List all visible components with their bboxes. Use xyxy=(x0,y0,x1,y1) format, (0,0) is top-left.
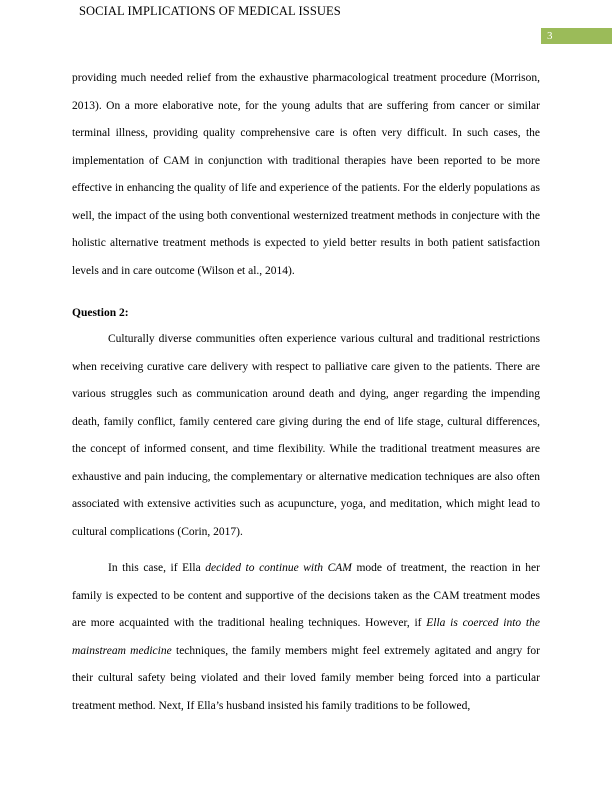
paragraph-1 xyxy=(72,65,540,285)
paragraph-2 xyxy=(72,326,540,546)
question-heading: Question 2: xyxy=(72,307,129,319)
running-head: SOCIAL IMPLICATIONS OF MEDICAL ISSUES xyxy=(79,4,341,18)
para3-segment-5: techniques, the family members might feel extremely agitated and angry for their cultural safety being violated and their loved family member being forced into a particular treatment method. Next, If Ella’s husband insisted his family traditions to be followed, xyxy=(72,644,540,712)
paragraph-3-text xyxy=(72,555,540,720)
page-number-badge: 3 xyxy=(541,28,612,44)
paragraph-1-text: providing much needed relief from the exhaustive pharmacological treatment procedure (Morrison, 2013). On a more elaborative note, for the young adults that are suffering from cancer or similar terminal illness, providing quality comprehensive care is often very difficult. In such cases, the implementation of CAM in conjunction with traditional therapies have been reported to be more effective in enhancing the quality of life and experience of the patients. For the elderly populations as well, the impact of the using both conventional westernized treatment methods in conjecture with the holistic alternative treatment methods is expected to yield better results in both patient satisfaction levels and in care outcome (Wilson et al., 2014). xyxy=(72,72,540,277)
paragraph-2-text: Culturally diverse communities often experience various cultural and traditional restrictions when receiving curative care delivery with respect to palliative care given to the patients. There are various struggles such as communication around death and dying, anger regarding the impending death, family conflict, family centered care giving during the end of life stage, cultural differences, the concept of informed consent, and time flexibility. While the traditional treatment measures are exhaustive and pain inducing, the complementary or alternative medication techniques are also often associated with extensive activities such as acupuncture, yoga, and meditation, which might lead to cultural complications (Corin, 2017). xyxy=(72,333,540,538)
paragraph-3 xyxy=(72,555,540,720)
para3-segment-3: mode of treatment, the reaction in her family is expected to be content and supportive of the decisions taken as the CAM treatment modes are more acquainted with the traditional healing techniques. However, if xyxy=(72,562,540,629)
para3-segment-1: In this case, if Ella xyxy=(108,562,206,574)
para3-italic-mainstream: Ella is coerced into the mainstream medicine xyxy=(72,617,540,657)
para3-italic-cam: decided to continue with CAM xyxy=(205,562,352,574)
